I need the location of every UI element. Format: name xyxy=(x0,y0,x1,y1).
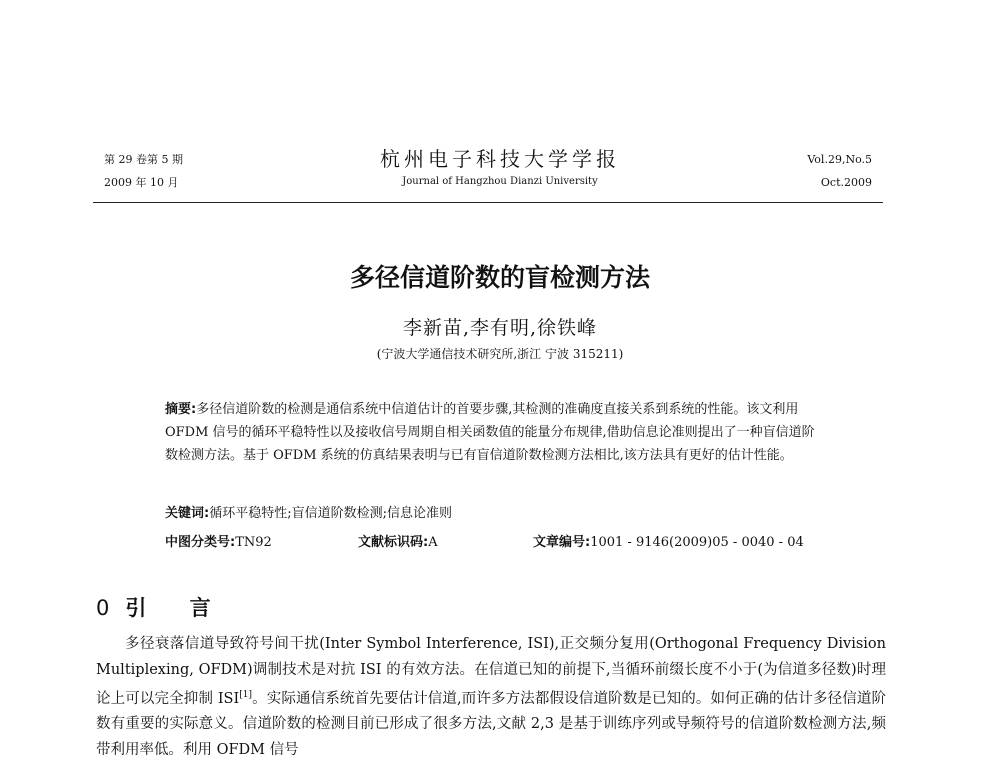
paragraph xyxy=(96,632,886,763)
article-no-label: 文章编号: xyxy=(533,535,591,550)
paragraph-text-b: 。实际通信系统首先要估计信道,而许多方法都假设信道阶数是已知的。如何正确的估计多径信道阶数有重要的实际意义。信道阶数的检测目前已形成了很多方法,文献 2,3 是基于训练序列或导频符号的信道阶数检测方法,频带利用率低。利用 OFDM 信号 xyxy=(96,690,887,758)
citation-ref[interactable]: [1] xyxy=(239,690,252,700)
journal-title-en: Journal of Hangzhou Dianzi University xyxy=(402,176,598,187)
clc-value: TN92 xyxy=(235,535,272,550)
doc-code-label: 文献标识码: xyxy=(358,535,429,550)
abstract-label: 摘要: xyxy=(165,402,197,417)
volume-issue-en: Vol.29,No.5 xyxy=(807,153,872,166)
section-title: 引 言 xyxy=(125,596,229,620)
paragraph-text-a: 多径衰落信道导致符号间干扰(Inter Symbol Interference, ISI),正交频分复用(Orthogonal Frequency Division Multiplexing, OFDM)调制技术是对抗 ISI 的有效方法。在信道已知的前提下,当循环前缀长度不小于(为信道多径数)时理论上可以完全抑制 ISI xyxy=(96,636,886,707)
article-title: 多径信道阶数的盲检测方法 xyxy=(349,263,650,292)
header-left xyxy=(104,148,183,194)
body-text xyxy=(96,632,886,763)
date-cn: 2009 年 10 月 xyxy=(104,176,179,189)
article-authors: 李新苗,李有明,徐铁峰 xyxy=(402,317,598,339)
keywords-label: 关键词: xyxy=(165,506,210,521)
date-en: Oct.2009 xyxy=(820,176,872,189)
doc-code-value: A xyxy=(428,535,438,550)
journal-title-cn: 杭州电子科技大学学报 xyxy=(380,147,620,171)
header-right xyxy=(807,148,872,194)
section-heading xyxy=(96,592,229,622)
keywords-text: 循环平稳特性;盲信道阶数检测;信息论准则 xyxy=(209,506,452,521)
article-number xyxy=(533,531,804,550)
abstract-text: 多径信道阶数的检测是通信系统中信道估计的首要步骤,其检测的准确度直接关系到系统的性能。该文利用 OFDM 信号的循环平稳特性以及接收信号周期自相关函数值的能量分布规律,借助信息论准则提出了一种盲信道阶数检测方法。基于 OFDM 系统的仿真结果表明与已有盲信道阶数检测方法相比,该方法具有更好的估计性能。 xyxy=(165,402,815,463)
document-code xyxy=(358,531,438,550)
abstract xyxy=(165,398,825,467)
article-no-value: 1001 - 9146(2009)05 - 0040 - 04 xyxy=(590,535,804,550)
volume-issue-cn: 第 29 卷第 5 期 xyxy=(104,153,183,166)
keywords xyxy=(165,502,452,521)
section-number: 0 xyxy=(96,596,110,620)
header-divider xyxy=(93,202,883,203)
clc-label: 中图分类号: xyxy=(165,535,236,550)
clc-number xyxy=(165,531,272,550)
article-affiliation: (宁波大学通信技术研究所,浙江 宁波 315211) xyxy=(376,347,624,361)
header-center xyxy=(250,143,750,187)
